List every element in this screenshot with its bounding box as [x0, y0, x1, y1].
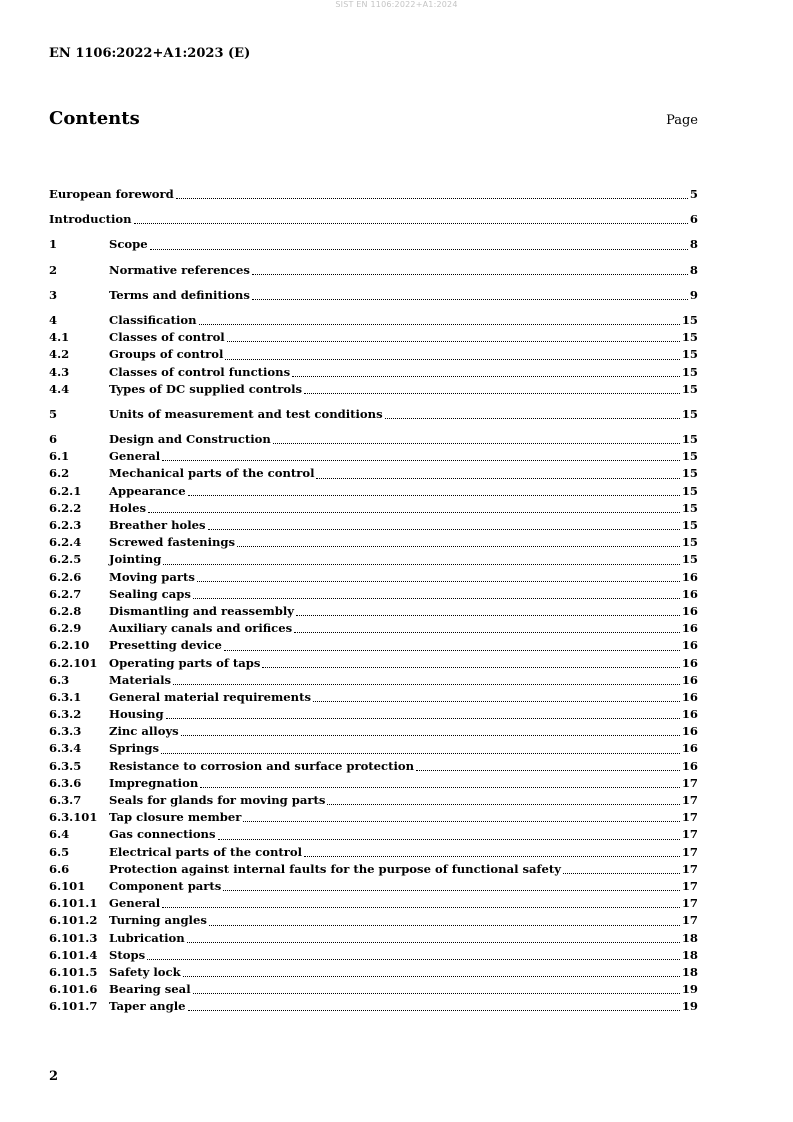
toc-entry[interactable] — [49, 483, 698, 500]
toc-entry-page: 8 — [689, 237, 698, 252]
toc-entry-number: 6.3.6 — [49, 775, 82, 790]
toc-dot-leader — [252, 273, 688, 275]
toc-dot-leader — [176, 197, 688, 199]
toc-entry-title: Operating parts of taps — [109, 655, 261, 670]
toc-entry-page: 15 — [681, 312, 698, 327]
toc-entry-number: 6.2.3 — [49, 518, 82, 532]
toc-entry-number: 6.2.2 — [49, 500, 82, 515]
toc-entry[interactable] — [49, 998, 698, 1015]
footer-page-number: 2 — [49, 1069, 59, 1084]
toc-entry-page: 16 — [681, 707, 698, 722]
toc-entry[interactable] — [49, 706, 698, 723]
toc-entry[interactable] — [49, 287, 698, 304]
toc-entry-page: 17 — [681, 793, 698, 807]
toc-dot-leader — [327, 803, 679, 805]
toc-entry[interactable] — [49, 603, 698, 620]
toc-entry-number: 6.101.7 — [49, 999, 98, 1014]
toc-entry-page: 6 — [689, 212, 698, 227]
toc-entry-number: 6.3.2 — [49, 707, 82, 722]
toc-entry-title: Design and Construction — [109, 432, 271, 447]
toc-entry-number: 6.2.9 — [49, 621, 82, 636]
toc-dot-leader — [150, 248, 688, 250]
toc-dot-leader — [313, 700, 680, 702]
toc-entry[interactable] — [49, 723, 698, 740]
toc-entry-number: 6.1 — [49, 449, 70, 464]
toc-entry-page: 16 — [681, 741, 698, 756]
toc-dot-leader — [262, 666, 679, 668]
toc-entry-title: Zinc alloys — [109, 724, 179, 739]
toc-entry[interactable] — [49, 346, 698, 363]
toc-entry-number: 6.2.7 — [49, 586, 82, 601]
toc-entry-page: 15 — [681, 347, 698, 362]
toc-dot-leader — [197, 580, 680, 582]
toc-dot-leader — [563, 872, 680, 874]
toc-entry-page: 15 — [681, 483, 698, 498]
toc-entry-title: Lubrication — [109, 930, 185, 945]
toc-entry-page: 17 — [681, 775, 698, 790]
toc-dot-leader — [296, 614, 680, 616]
toc-dot-leader — [385, 417, 680, 419]
toc-entry-title: Types of DC supplied controls — [109, 381, 303, 396]
watermark: SIST EN 1106:2022+A1:2024 — [335, 0, 458, 9]
toc-entry-number: 6.3.101 — [49, 810, 98, 825]
toc-entry[interactable] — [49, 406, 698, 423]
toc-entry-number: 5 — [49, 406, 58, 421]
toc-entry-title: Terms and definitions — [109, 287, 250, 302]
toc-dot-leader — [188, 1009, 680, 1011]
toc-entry-number: 6.101.3 — [49, 930, 98, 945]
toc-entry-title: Units of measurement and test conditions — [109, 406, 383, 421]
toc-entry-page: 9 — [689, 287, 698, 302]
toc-dot-leader — [147, 958, 680, 960]
toc-entry-number: 3 — [49, 287, 58, 302]
toc-entry[interactable] — [49, 861, 698, 878]
toc-entry[interactable] — [49, 364, 698, 381]
toc-entry-number: 4.1 — [49, 330, 70, 345]
toc-dot-leader — [181, 734, 680, 736]
toc-entry-title: General — [109, 896, 161, 911]
toc-entry-number: 4.3 — [49, 364, 70, 379]
toc-entry-page: 15 — [681, 406, 698, 421]
toc-entry-page: 17 — [681, 913, 698, 928]
toc-dot-leader — [166, 717, 680, 719]
toc-entry-page: 16 — [681, 569, 698, 584]
toc-entry-number: 6.5 — [49, 844, 70, 859]
toc-dot-leader — [188, 494, 680, 496]
toc-entry-number: 6.2 — [49, 466, 70, 481]
toc-entry[interactable] — [49, 844, 698, 861]
toc-entry[interactable] — [49, 792, 698, 809]
toc-entry-page: 19 — [681, 982, 698, 997]
toc-entry-number: 6.6 — [49, 861, 70, 876]
toc-entry-number: 6.2.101 — [49, 655, 98, 670]
toc-dot-leader — [163, 563, 680, 565]
toc-dot-leader — [199, 323, 680, 325]
toc-entry-number: 6.2.10 — [49, 638, 90, 653]
toc-entry[interactable] — [49, 211, 698, 228]
toc-entry-title: Stops — [109, 947, 146, 962]
toc-entry-number: 6.101.2 — [49, 913, 98, 928]
toc-entry-title: Safety lock — [109, 964, 181, 979]
toc-entry[interactable] — [49, 672, 698, 689]
toc-entry[interactable] — [49, 930, 698, 947]
toc-entry-number: 6.101.1 — [49, 896, 98, 911]
toc-entry-page: 16 — [681, 655, 698, 670]
toc-entry-page: 18 — [681, 930, 698, 945]
toc-entry-page: 17 — [681, 844, 698, 859]
toc-entry-page: 15 — [681, 381, 698, 396]
toc-entry-title: Protection against internal faults for the purpose of functional safety — [109, 861, 562, 876]
toc-entry[interactable] — [49, 186, 698, 203]
toc-entry-title: Electrical parts of the control — [109, 844, 302, 859]
toc-entry-title: Presetting device — [109, 638, 222, 653]
toc-entry-number: 6.3.3 — [49, 724, 82, 739]
toc-entry[interactable] — [49, 878, 698, 895]
toc-entry[interactable] — [49, 329, 698, 346]
toc-entry-page: 16 — [681, 758, 698, 773]
toc-entry[interactable] — [49, 500, 698, 517]
toc-dot-leader — [161, 752, 680, 754]
toc-dot-leader — [316, 477, 679, 479]
toc-entry-page: 5 — [689, 187, 698, 201]
toc-dot-leader — [162, 459, 680, 461]
toc-entry-title: General — [109, 449, 161, 464]
toc-entry-page: 17 — [681, 810, 698, 825]
toc-entry[interactable] — [49, 312, 698, 329]
toc-dot-leader — [304, 392, 680, 394]
toc-entry[interactable] — [49, 637, 698, 654]
toc-entry-page: 15 — [681, 330, 698, 345]
toc-entry-page: 8 — [689, 262, 698, 277]
toc-entry-page: 18 — [681, 964, 698, 979]
toc-entry[interactable] — [49, 620, 698, 637]
toc-entry[interactable] — [49, 895, 698, 912]
toc-entry-title: Impregnation — [109, 775, 199, 790]
toc-dot-leader — [187, 941, 680, 943]
toc-dot-leader — [193, 597, 680, 599]
toc-entry-page: 17 — [681, 827, 698, 842]
document-identifier: EN 1106:2022+A1:2023 (E) — [49, 46, 251, 61]
toc-dot-leader — [148, 511, 680, 513]
toc-dot-leader — [416, 769, 680, 771]
toc-entry-title: Tap closure member — [109, 810, 242, 825]
toc-entry-number: 1 — [49, 237, 58, 252]
toc-entry-page: 15 — [681, 535, 698, 550]
toc-entry-title: Dismantling and reassembly — [109, 603, 294, 618]
toc-entry-number: 4 — [49, 312, 58, 327]
toc-entry[interactable] — [49, 551, 698, 568]
toc-dot-leader — [218, 838, 680, 840]
toc-entry[interactable] — [49, 517, 698, 534]
toc-dot-leader — [162, 906, 680, 908]
toc-entry[interactable] — [49, 236, 698, 253]
toc-entry[interactable] — [49, 775, 698, 792]
toc-entry-number: 6.2.5 — [49, 552, 82, 567]
toc-entry-number: 6.101 — [49, 878, 86, 893]
toc-dot-leader — [304, 855, 680, 857]
toc-entry-title: Mechanical parts of the control — [109, 466, 315, 481]
toc-entry-number: 4.2 — [49, 347, 70, 362]
toc-entry-title: Auxiliary canals and orifices — [109, 621, 293, 636]
toc-entry-number: 6.101.4 — [49, 947, 98, 962]
toc-entry-title: Bearing seal — [109, 982, 191, 997]
toc-entry[interactable] — [49, 809, 698, 826]
toc-entry-number: 6.3.1 — [49, 689, 82, 704]
toc-dot-leader — [193, 992, 680, 994]
toc-entry-page: 15 — [681, 518, 698, 532]
toc-entry-number: 6.3 — [49, 672, 70, 687]
toc-entry-title: Classes of control functions — [109, 364, 291, 379]
toc-entry[interactable] — [49, 655, 698, 672]
toc-entry[interactable] — [49, 826, 698, 843]
toc-entry-title: Screwed fastenings — [109, 535, 236, 550]
toc-entry-number: 6.4 — [49, 827, 70, 842]
toc-entry-page: 15 — [681, 364, 698, 379]
toc-entry[interactable] — [49, 569, 698, 586]
toc-entry[interactable] — [49, 431, 698, 448]
toc-entry[interactable] — [49, 381, 698, 398]
toc-entry[interactable] — [49, 981, 698, 998]
toc-entry[interactable] — [49, 534, 698, 551]
toc-entry-title: Breather holes — [109, 518, 206, 532]
page-column-label: Page — [666, 113, 698, 128]
toc-entry-title: Appearance — [109, 483, 186, 498]
toc-dot-leader — [200, 786, 680, 788]
toc-entry-page: 17 — [681, 878, 698, 893]
toc-entry-page: 15 — [681, 449, 698, 464]
toc-entry-title: General material requirements — [109, 689, 311, 704]
toc-entry[interactable] — [49, 740, 698, 757]
toc-dot-leader — [237, 545, 680, 547]
toc-entry-page: 16 — [681, 621, 698, 636]
toc-entry-page: 15 — [681, 466, 698, 481]
toc-entry-title: European foreword — [49, 187, 174, 201]
toc-entry-page: 16 — [681, 724, 698, 739]
toc-dot-leader — [183, 975, 680, 977]
toc-entry-title: Housing — [109, 707, 164, 722]
toc-entry-title: Sealing caps — [109, 586, 191, 601]
toc-entry-page: 18 — [681, 947, 698, 962]
toc-entry-page: 16 — [681, 603, 698, 618]
toc-entry-number: 6.3.7 — [49, 793, 82, 807]
toc-entry[interactable] — [49, 448, 698, 465]
toc-entry-number: 6.3.5 — [49, 758, 82, 773]
toc-entry-page: 15 — [681, 500, 698, 515]
toc-entry-title: Taper angle — [109, 999, 186, 1014]
toc-entry-title: Materials — [109, 672, 172, 687]
toc-entry-page: 16 — [681, 689, 698, 704]
toc-entry-page: 15 — [681, 432, 698, 447]
contents-title: Contents — [49, 108, 140, 129]
toc-entry-page: 16 — [681, 672, 698, 687]
toc-dot-leader — [223, 889, 680, 891]
toc-entry-title: Holes — [109, 500, 146, 515]
toc-entry-page: 16 — [681, 638, 698, 653]
toc-entry-title: Introduction — [49, 212, 132, 227]
toc-dot-leader — [243, 820, 680, 822]
toc-dot-leader — [134, 222, 688, 224]
toc-dot-leader — [209, 924, 680, 926]
toc-entry-title: Scope — [109, 237, 148, 252]
toc-entry-number: 6 — [49, 432, 58, 447]
toc-entry-title: Jointing — [109, 552, 162, 567]
toc-dot-leader — [292, 375, 680, 377]
toc-entry-number: 2 — [49, 262, 58, 277]
toc-entry-title: Resistance to corrosion and surface protection — [109, 758, 415, 773]
toc-entry-title: Turning angles — [109, 913, 207, 928]
toc-entry-number: 6.101.6 — [49, 982, 98, 997]
toc-dot-leader — [252, 298, 688, 300]
toc-entry-page: 17 — [681, 896, 698, 911]
toc-dot-leader — [273, 442, 680, 444]
toc-entry-number: 4.4 — [49, 381, 70, 396]
toc-entry-title: Springs — [109, 741, 160, 756]
toc-entry-title: Gas connections — [109, 827, 216, 842]
toc-entry-number: 6.2.8 — [49, 603, 82, 618]
toc-entry[interactable] — [49, 586, 698, 603]
toc-entry[interactable] — [49, 262, 698, 279]
table-of-contents — [49, 186, 698, 1015]
toc-entry[interactable] — [49, 689, 698, 706]
toc-entry-title: Classification — [109, 312, 197, 327]
toc-entry-number: 6.101.5 — [49, 964, 98, 979]
toc-entry[interactable] — [49, 947, 698, 964]
toc-dot-leader — [227, 340, 680, 342]
toc-entry-title: Seals for glands for moving parts — [109, 793, 326, 807]
toc-dot-leader — [224, 649, 680, 651]
toc-entry-number: 6.2.6 — [49, 569, 82, 584]
toc-entry-number: 6.2.4 — [49, 535, 82, 550]
toc-entry-title: Classes of control — [109, 330, 225, 345]
toc-entry-page: 15 — [681, 552, 698, 567]
toc-entry-title: Normative references — [109, 262, 250, 277]
toc-dot-leader — [208, 528, 680, 530]
toc-entry[interactable] — [49, 465, 698, 482]
toc-entry-title: Groups of control — [109, 347, 224, 362]
toc-entry[interactable] — [49, 964, 698, 981]
toc-entry-page: 16 — [681, 586, 698, 601]
toc-entry-title: Moving parts — [109, 569, 195, 584]
toc-entry-number: 6.3.4 — [49, 741, 82, 756]
toc-entry-page: 19 — [681, 999, 698, 1014]
toc-entry-title: Component parts — [109, 878, 222, 893]
toc-dot-leader — [225, 358, 679, 360]
toc-entry[interactable] — [49, 758, 698, 775]
toc-dot-leader — [173, 683, 680, 685]
toc-dot-leader — [294, 631, 680, 633]
toc-entry-number: 6.2.1 — [49, 483, 82, 498]
toc-entry-page: 17 — [681, 861, 698, 876]
toc-entry[interactable] — [49, 912, 698, 929]
